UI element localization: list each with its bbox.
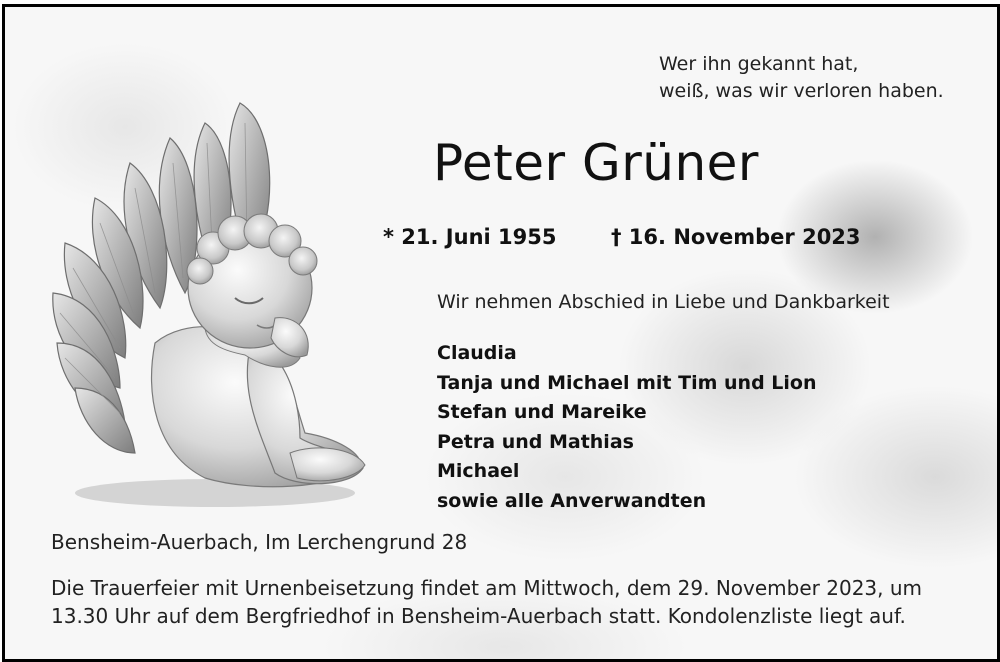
list-item: Tanja und Michael mit Tim und Lion <box>437 371 817 394</box>
death-date: † 16. November 2023 <box>611 225 861 249</box>
family-list <box>437 339 816 516</box>
ceremony-line-1: Die Trauerfeier mit Urnenbeisetzung findet am Mittwoch, dem 29. November 2023, um <box>51 576 923 600</box>
address: Bensheim-Auerbach, Im Lerchengrund 28 <box>51 530 468 554</box>
sleeping-angel-image <box>35 93 375 523</box>
memorial-quote <box>659 51 944 105</box>
list-item: Stefan und Mareike <box>437 401 647 423</box>
farewell-text: Wir nehmen Abschied in Liebe und Dankbarkeit <box>437 291 890 313</box>
quote-line-2: weiß, was wir verloren haben. <box>659 80 944 102</box>
list-item: Michael <box>437 460 520 482</box>
ceremony-line-2: 13.30 Uhr auf dem Bergfriedhof in Bensheim-Auerbach statt. Kondolenzliste liegt auf. <box>51 604 906 628</box>
list-item: sowie alle Anverwandten <box>437 489 707 512</box>
birth-date: * 21. Juni 1955 <box>383 225 557 249</box>
quote-line-1: Wer ihn gekannt hat, <box>659 53 859 75</box>
deceased-name: Peter Grüner <box>433 134 759 192</box>
ceremony-notice <box>51 574 922 630</box>
obituary-card <box>2 4 1000 662</box>
list-item: Petra und Mathias <box>437 430 634 453</box>
list-item: Claudia <box>437 342 517 364</box>
